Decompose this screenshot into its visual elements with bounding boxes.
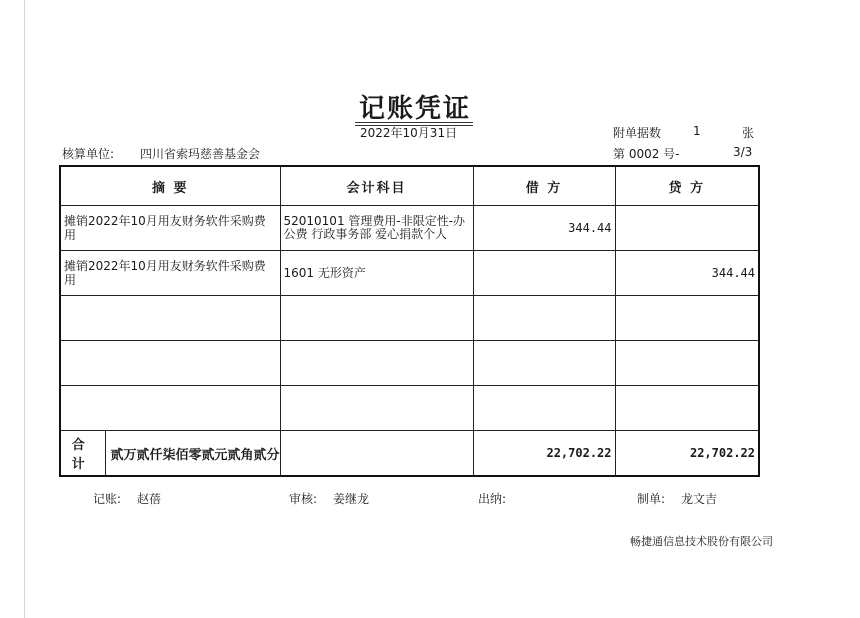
table-row: [60, 386, 759, 431]
row-debit: [473, 251, 615, 296]
total-account-empty: [280, 431, 473, 477]
row-credit: 344.44: [615, 251, 759, 296]
row-debit: [473, 296, 615, 341]
scan-edge-line: [24, 0, 25, 618]
total-credit: 22,702.22: [615, 431, 759, 477]
row-account: [280, 386, 473, 431]
bookkeeper-label: 记账:: [93, 492, 122, 506]
total-cell: [60, 431, 280, 477]
accounting-unit-name: 四川省索玛慈善基金会: [140, 147, 261, 161]
row-summary: 摊销2022年10月用友财务软件采购费用: [60, 251, 280, 296]
total-row: [60, 431, 759, 477]
header-account: 会计科目: [280, 166, 473, 206]
title-underline: [355, 122, 473, 123]
row-summary: [60, 386, 280, 431]
row-summary: [60, 341, 280, 386]
row-credit: [615, 341, 759, 386]
row-summary: [60, 296, 280, 341]
table-header-row: [60, 166, 759, 206]
auditor-name: 姜继龙: [333, 492, 370, 506]
preparer-label: 制单:: [637, 492, 666, 506]
header-debit: 借 方: [473, 166, 615, 206]
total-amount-words: 贰万贰仟柒佰零贰元贰角贰分: [110, 447, 280, 463]
row-summary: 摊销2022年10月用友财务软件采购费用: [60, 206, 280, 251]
row-account: 1601 无形资产: [280, 251, 473, 296]
row-debit: [473, 341, 615, 386]
voucher-table: [59, 165, 760, 477]
accounting-unit-label: 核算单位:: [62, 147, 115, 161]
table-row: [60, 296, 759, 341]
row-credit: [615, 296, 759, 341]
table-row: [60, 251, 759, 296]
attachment-label: 附单据数: [613, 126, 662, 140]
preparer-name: 龙文吉: [681, 492, 718, 506]
row-account: 52010101 管理费用-非限定性-办公费 行政事务部 爱心捐款个人: [280, 206, 473, 251]
software-company: 畅捷通信息技术股份有限公司: [630, 535, 773, 548]
bookkeeper-name: 赵蓓: [137, 492, 162, 506]
voucher-date: 2022年10月31日: [360, 126, 458, 140]
attachment-count: 1: [693, 124, 701, 138]
header-credit: 贷 方: [615, 166, 759, 206]
row-account: [280, 296, 473, 341]
table-row: [60, 206, 759, 251]
header-summary: 摘 要: [60, 166, 280, 206]
voucher-number: 第 0002 号-: [613, 147, 680, 161]
attachment-unit: 张: [742, 126, 755, 140]
total-label: 合计: [71, 438, 95, 472]
row-credit: [615, 206, 759, 251]
table-row: [60, 341, 759, 386]
total-debit: 22,702.22: [473, 431, 615, 477]
row-debit: 344.44: [473, 206, 615, 251]
row-debit: [473, 386, 615, 431]
voucher-title: 记账凭证: [358, 94, 471, 124]
row-credit: [615, 386, 759, 431]
auditor-label: 审核:: [289, 492, 318, 506]
cashier-label: 出纳:: [478, 492, 507, 506]
voucher-page: 3/3: [733, 145, 753, 159]
row-account: [280, 341, 473, 386]
